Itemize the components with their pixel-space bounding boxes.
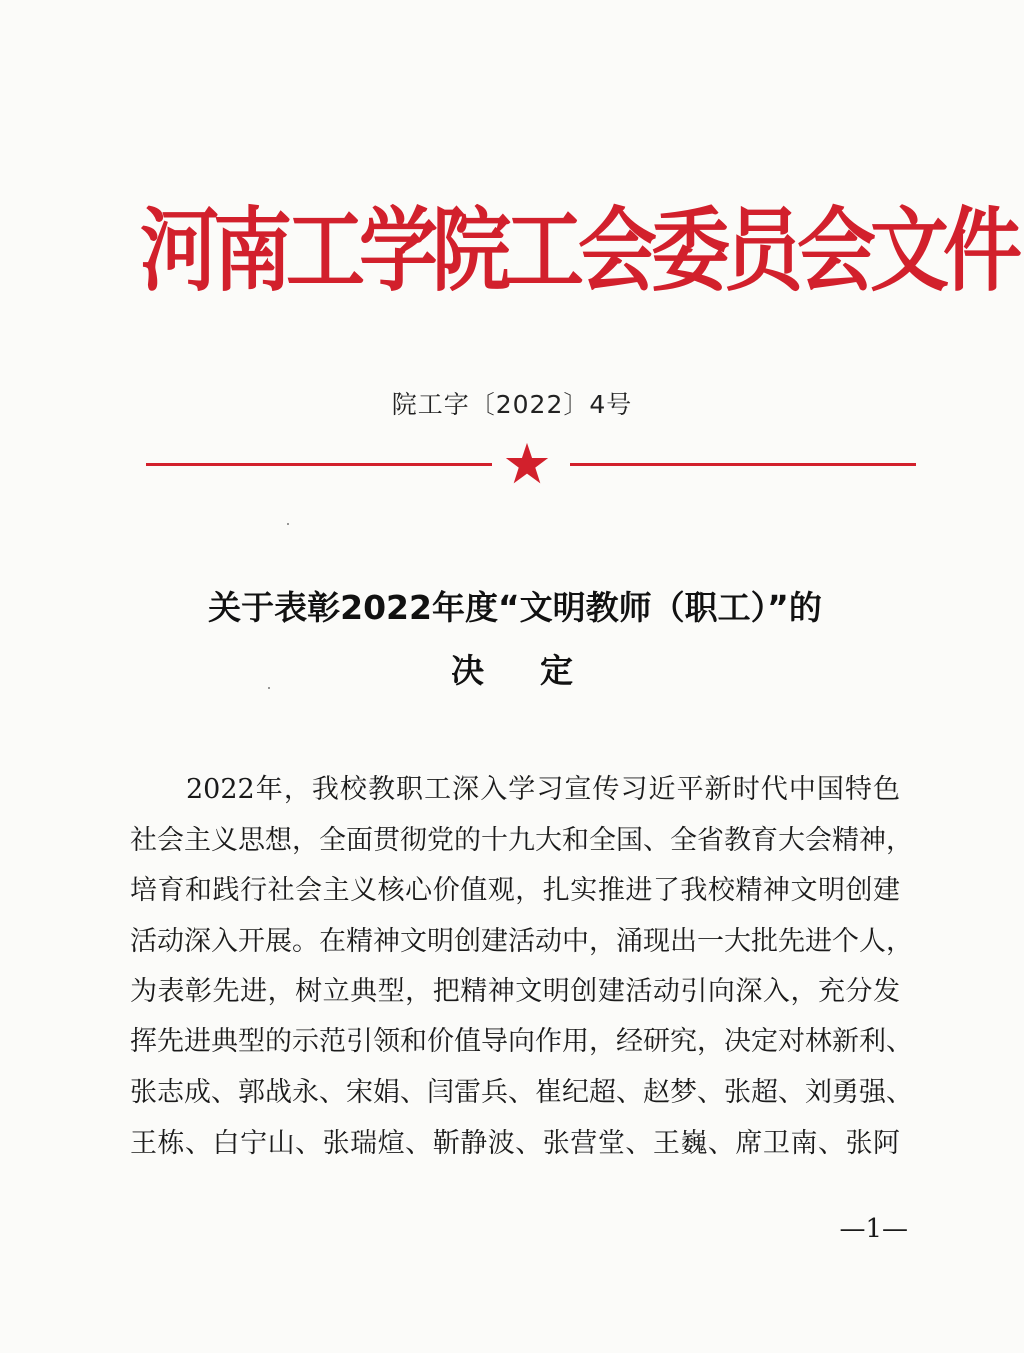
page-number: —1— (839, 1214, 908, 1244)
red-rule-right (570, 463, 916, 466)
body-line: 2022年，我校教职工深入学习宣传习近平新时代中国特色 (186, 774, 900, 805)
star-icon (504, 441, 550, 487)
body-line: 活动深入开展。在精神文明创建活动中，涌现出一大批先进个人， (130, 926, 913, 957)
body-line: 培育和践行社会主义核心价值观，扎实推进了我校精神文明创建 (130, 875, 900, 906)
document-title-line-2: 决定 (451, 651, 629, 690)
scan-speck (287, 523, 289, 525)
scan-speck (268, 687, 270, 689)
document-title-line-1: 关于表彰2022年度“文明教师（职工）”的 (208, 588, 822, 627)
body-line: 王栋、白宁山、张瑞煊、靳静波、张营堂、王巍、席卫南、张阿 (130, 1128, 900, 1159)
body-line: 挥先进典型的示范引领和价值导向作用，经研究，决定对林新利、 (130, 1026, 913, 1057)
body-line: 社会主义思想，全面贯彻党的十九大和全国、全省教育大会精神， (130, 825, 913, 856)
document-number: 院工字〔2022〕4号 (391, 390, 633, 419)
body-line: 张志成、郭战永、宋娟、闫雷兵、崔纪超、赵梦、张超、刘勇强、 (130, 1077, 913, 1108)
body-line: 为表彰先进，树立典型，把精神文明创建活动引向深入，充分发 (130, 976, 900, 1007)
masthead-title: 河南工学院工会委员会文件 (140, 196, 1016, 304)
red-rule-left (146, 463, 492, 466)
